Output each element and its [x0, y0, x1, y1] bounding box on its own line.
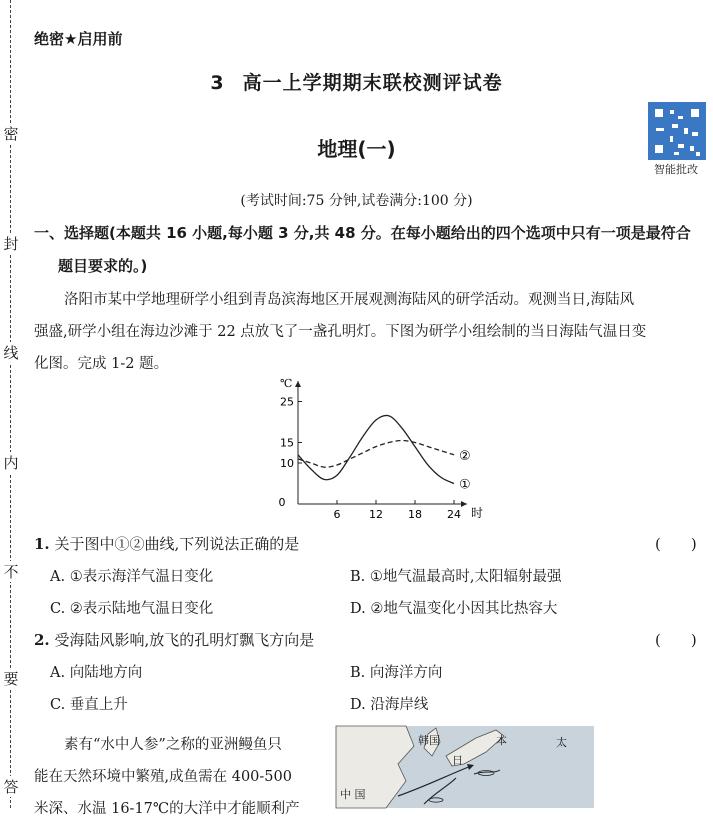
question-stem: 关于图中①②曲线,下列说法正确的是	[54, 535, 300, 553]
binding-char: 密	[1, 123, 21, 144]
question-2	[34, 629, 314, 650]
y-tick-label: 10	[280, 457, 294, 470]
subject-title: 地理(一)	[317, 137, 396, 161]
confidential-label: 绝密★启用前	[34, 30, 123, 48]
y-tick-label: 15	[280, 436, 294, 450]
option-c[interactable]: C. 垂直上升	[50, 697, 128, 713]
exam-title	[0, 68, 713, 95]
passage-line: 素有“水中人参”之称的亚洲鳗鱼只	[64, 737, 282, 753]
option-d[interactable]: D. 沿海岸线	[350, 697, 429, 713]
qr-code-icon[interactable]	[648, 102, 706, 160]
map-label-korea: 韩国	[418, 734, 440, 747]
y-axis-label: ℃	[280, 377, 293, 390]
option-b[interactable]: B. 向海洋方向	[350, 665, 443, 681]
x-tick-label: 12	[369, 508, 383, 521]
question-1	[34, 533, 299, 554]
binding-char: 不	[1, 561, 21, 582]
exam-number: 3	[210, 72, 225, 94]
migration-map	[336, 726, 594, 808]
series-line-1	[298, 415, 454, 483]
exam-title-text: 高一上学期期末联校测评试卷	[242, 72, 503, 94]
x-tick-label: 0	[278, 496, 286, 509]
passage-line: 强盛,研学小组在海边沙滩于 22 点放飞了一盏孔明灯。下图为研学小组绘制的当日海陆气温日变	[34, 324, 647, 340]
answer-blank[interactable]: ( )	[655, 631, 697, 649]
question-stem: 受海陆风影响,放飞的孔明灯飘飞方向是	[54, 631, 315, 649]
map-label-pacific: 太	[556, 736, 567, 749]
y-axis-arrow	[295, 381, 301, 387]
passage-line: 洛阳市某中学地理研学小组到青岛滨海地区开展观测海陆风的研学活动。观测当日,海陆风	[64, 292, 635, 308]
series-line-2	[298, 440, 454, 467]
y-tick-label: 25	[280, 395, 294, 409]
map-label-japan-sub: 日	[452, 754, 463, 767]
map-label-china: 中 国	[340, 788, 366, 801]
passage-line: 能在天然环境中繁殖,成鱼需在 400-500	[34, 769, 292, 785]
section-heading-cont: 题目要求的。)	[58, 257, 148, 275]
x-axis-arrow	[461, 501, 467, 507]
binding-char: 封	[1, 233, 21, 254]
answer-blank[interactable]: ( )	[655, 535, 697, 553]
passage-line: 米深、水温 16-17℃的大洋中才能顺利产	[34, 801, 300, 817]
x-tick-label: 24	[447, 508, 461, 521]
binding-char: 内	[1, 452, 21, 473]
option-c[interactable]: C. ②表示陆地气温日变化	[50, 601, 214, 617]
binding-char: 答	[1, 776, 21, 797]
series-label-2: ②	[459, 448, 471, 464]
question-number: 1.	[34, 535, 50, 553]
series-label-1: ①	[459, 477, 471, 493]
x-tick-label: 6	[333, 508, 341, 521]
option-d[interactable]: D. ②地气温变化小因其比热容大	[350, 601, 558, 617]
temperature-chart	[270, 377, 484, 523]
option-a[interactable]: A. ①表示海洋气温日变化	[50, 569, 214, 585]
exam-info: (考试时间:75 分钟,试卷满分:100 分)	[240, 193, 473, 209]
passage-line: 化图。完成 1-2 题。	[34, 356, 169, 372]
x-tick-label: 18	[408, 508, 422, 521]
binding-char: 要	[1, 668, 21, 689]
section-heading: 一、选择题(本题共 16 小题,每小题 3 分,共 48 分。在每小题给出的四个选项中只有一项是最符合	[34, 224, 691, 242]
map-label-japan: 本	[496, 734, 507, 747]
question-number: 2.	[34, 631, 50, 649]
x-axis-label: 时	[471, 506, 484, 520]
qr-caption: 智能批改	[654, 163, 698, 176]
option-a[interactable]: A. 向陆地方向	[50, 665, 143, 681]
option-b[interactable]: B. ①地气温最高时,太阳辐射最强	[350, 569, 562, 585]
binding-char: 线	[1, 342, 21, 363]
